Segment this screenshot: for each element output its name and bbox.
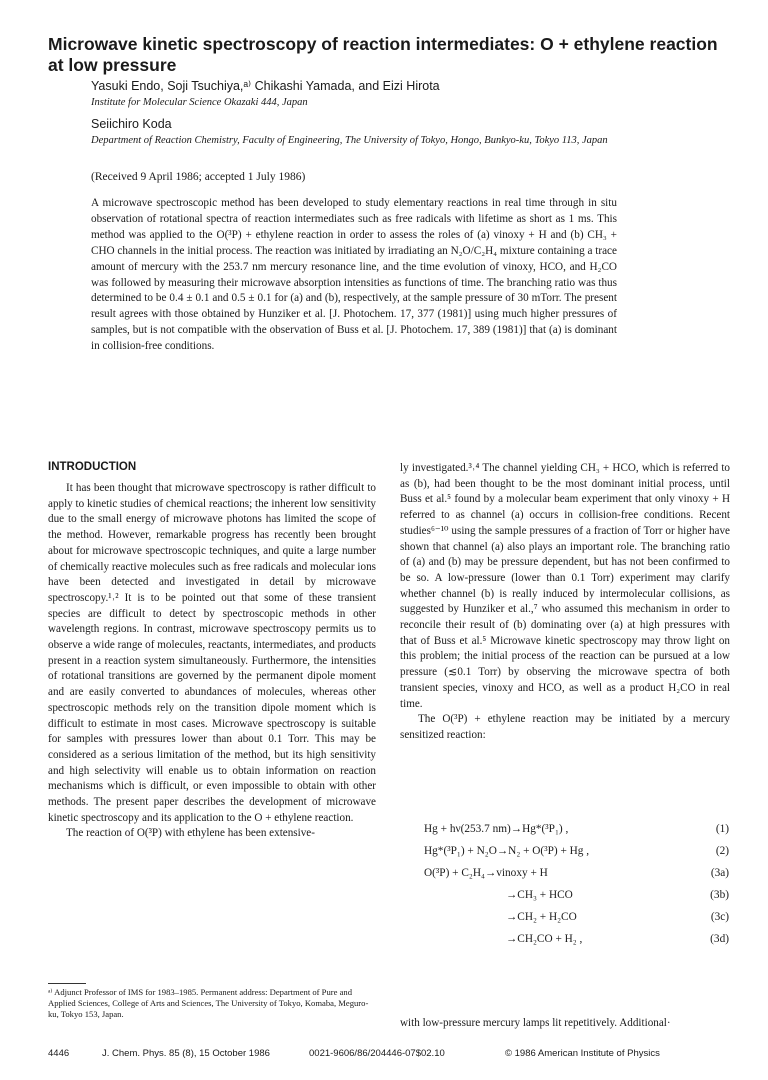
equation <box>424 867 729 887</box>
equation <box>424 911 729 931</box>
paragraph: The reaction of O(³P) with ethylene has been extensive- <box>66 827 315 840</box>
equation-number: (3c) <box>710 911 729 923</box>
equation-expression: Hg*(³P₁) + N₂O→N₂ + O(³P) + Hg , <box>424 845 590 857</box>
equation <box>424 845 729 865</box>
left-column <box>48 481 376 842</box>
equation-number: (1) <box>715 823 729 835</box>
equation-expression: Hg + hν(253.7 nm)→Hg*(³P₁) , <box>424 823 569 835</box>
journal-citation: J. Chem. Phys. 85 (8), 15 October 1986 <box>102 1048 270 1059</box>
paper-title: Microwave kinetic spectroscopy of reaction intermediates: O + ethylene reaction at low pressure <box>48 34 718 75</box>
equation <box>424 823 729 843</box>
paragraph: ly investigated.³˒⁴ The channel yielding CH₃ + HCO, which is referred to as (b), had been thought to be the most dominant initial process, until Buss et al.⁵ found by a molecular beam experiment that only vinoxy + H referred to as channel (a) occurs in collision-free conditions. Recent studies⁶⁻¹⁰ using the sample pressures of a fraction of Torr or higher have shown that channel (a) also plays an important role. The branching ratio of (a) and (b) may be pressure dependent, but has not been confirmed to be so. A low-pressure (lower than 0.1 Torr) experiment may clarify whether channel (b) is really induced by intermolecular collisions, as suggested by Hunziker et al.,⁷ who assumed this mechanism in order to reconcile their result of (b) dominating over (a) at high pressures with that of Buss et al.⁵ Microwave kinetic spectroscopy may throw light on this problem; the initial process of the reaction can be pursued at a low pressure (≲0.1 Torr) by observing the microwave spectra of both transient species, vinoxy and HCO, as well as a product H₂CO in real time. <box>400 462 730 710</box>
paragraph: The O(³P) + ethylene reaction may be initiated by a mercury sensitized reaction: <box>400 713 730 741</box>
received-date: (Received 9 April 1986; accepted 1 July 1986) <box>91 171 306 183</box>
author-list: Yasuki Endo, Soji Tsuchiya,ᵃ⁾ Chikashi Yamada, and Eizi Hirota <box>91 79 440 93</box>
affiliation: Department of Reaction Chemistry, Faculty of Engineering, The University of Tokyo, Hongo, Bunkyo-ku, Tokyo 113, Japan <box>91 135 608 146</box>
equation-expression: O(³P) + C₂H₄→vinoxy + H <box>424 867 548 879</box>
abstract: A microwave spectroscopic method has been developed to study elementary reactions in real time through in situ observation of rotational spectra of reaction intermediates such as free radicals with lifetime as short as 1 ms. This method was applied to the O(³P) + ethylene reaction in order to assess the roles of (a) vinoxy + H and (b) CH₃ + CHO channels in the initial process. The reaction was initiated by irradiating an N₂O/C₂H₄ mixture containing a trace amount of mercury with the 253.7 nm mercury resonance line, and the time evolution of vinoxy, HCO, and H₂CO was followed by measuring their microwave absorption intensities as functions of time. The branching ratio was thus determined to be 0.4 ± 0.1 and 0.5 ± 0.1 for (a) and (b), respectively, at the sample pressure of 30 mTorr. The present result agrees with those obtained by Hunziker et al. [J. Photochem. 17, 377 (1981)] using much higher pressures of samples, but is not compatible with the observation of Buss et al. [J. Photochem. 17, 389 (1981)] that (a) is dominant in collision-free conditions. <box>91 197 617 353</box>
equation-number: (3a) <box>710 867 729 879</box>
paragraph: It has been thought that microwave spectroscopy is rather difficult to apply to kinetic studies of chemical reactions; the inherent low sensitivity due to the small energy of microwave photons has limited the scope of the method. However, remarkable progress has recently been brought about for microwave spectroscopic techniques, and quite a large number of chemically reactive molecules such as free radicals and molecular ions have been detected and investigated in detail by microwave spectroscopy.¹˒² It is to be pointed out that some of these transient species are difficult to detect by spectroscopic methods in other wavelength regions. In contrast, microwave spectroscopy permits us to observe a wide range of molecules, reactants, intermediates, and products present in a reaction system simultaneously. Furthermore, the intensities of rotational transitions are governed by the permanent dipole moment and are easily converted to abundances of molecules, whereas other spectroscopic methods rely on the transition dipole moment which is difficult to estimate in most cases. Microwave spectroscopy is suitable for samples with pressures lower than about 0.1 Torr. This may be considered as a serious limitation of the method, but its high sensitivity and high selectivity will enable us to obtain information on reaction mechanisms which is difficult, or even impossible to obtain with other methods. The present paper describes the development of microwave kinetic spectroscopy and its application to the O + ethylene reaction. <box>48 482 376 824</box>
equation-expression: →CH₂ + H₂CO <box>506 911 577 923</box>
equation <box>424 933 729 953</box>
section-heading: INTRODUCTION <box>48 461 137 473</box>
equation <box>424 889 729 909</box>
author-list: Seiichiro Koda <box>91 117 172 131</box>
equation-number: (2) <box>715 845 729 857</box>
footnote-rule <box>48 983 86 984</box>
copyright: © 1986 American Institute of Physics <box>505 1048 660 1059</box>
equation-number: (3b) <box>710 889 729 901</box>
footnote: ᵃ⁾ Adjunct Professor of IMS for 1983–1985. Permanent address: Department of Pure and Applied Sciences, College of Arts and Sciences, The University of Tokyo, Komaba, Meguro-ku, Tokyo 153, Japan. <box>48 987 369 1019</box>
page-number: 4446 <box>48 1048 70 1059</box>
equation-expression: →CH₂CO + H₂ , <box>506 933 583 945</box>
affiliation: Institute for Molecular Science Okazaki 444, Japan <box>91 97 308 108</box>
equation-expression: →CH₃ + HCO <box>506 889 573 901</box>
equation-number: (3d) <box>710 933 729 945</box>
right-column <box>400 461 730 744</box>
article-code: 0021-9606/86/204446-07$02.10 <box>309 1048 445 1059</box>
paragraph: with low-pressure mercury lamps lit repetitively. Additional· <box>400 1017 671 1029</box>
